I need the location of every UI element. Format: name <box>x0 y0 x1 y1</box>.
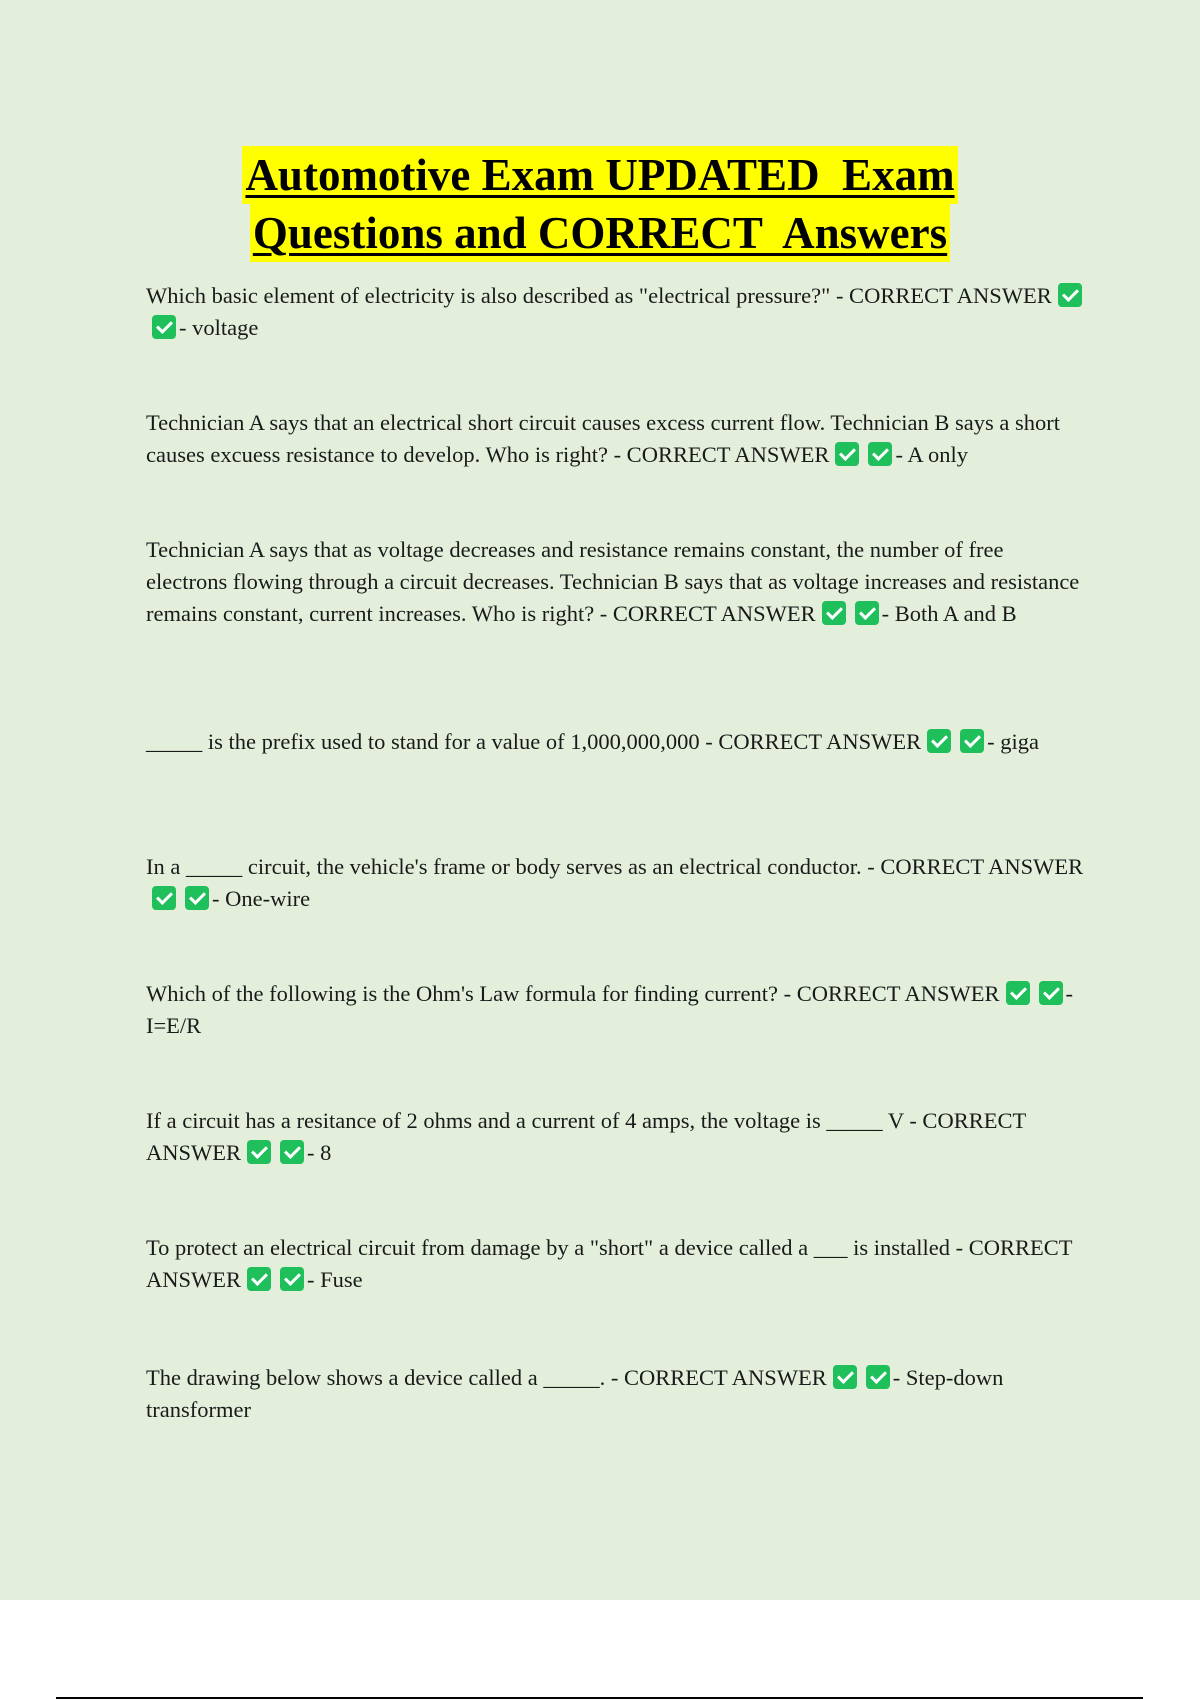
check-mark-icon <box>152 315 176 339</box>
question-text: To protect an electrical circuit from damage by a "short" a device called a ___ is installed - CORRECT ANSWER <box>146 1235 1073 1292</box>
check-mark-icon <box>247 1267 271 1291</box>
answer-text: - 8 <box>307 1140 332 1165</box>
check-mark-icon <box>868 442 892 466</box>
answer-text: - giga <box>987 729 1039 754</box>
check-mark-icon <box>927 729 951 753</box>
answer-text: - voltage <box>179 315 259 340</box>
footer-divider <box>56 1697 1143 1699</box>
question-text: _____ is the prefix used to stand for a value of 1,000,000,000 - CORRECT ANSWER <box>146 729 922 754</box>
check-mark-icon <box>866 1365 890 1389</box>
question-text: Technician A says that as voltage decreases and resistance remains constant, the number of free electrons flowing through a circuit decreases. Technician B says that as voltage increases and resistance remains constant, current increases. Who is right? - CORRECT ANSWER <box>146 537 1080 626</box>
check-mark-icon <box>822 601 846 625</box>
qa-item <box>146 978 1086 1042</box>
check-mark-icon <box>152 886 176 910</box>
check-mark-icon <box>833 1365 857 1389</box>
answer-text: - A only <box>895 442 968 467</box>
qa-item <box>146 280 1086 344</box>
check-mark-icon <box>280 1267 304 1291</box>
question-text: The drawing below shows a device called a _____. - CORRECT ANSWER <box>146 1365 827 1390</box>
qa-item <box>146 1362 1086 1426</box>
question-text: If a circuit has a resitance of 2 ohms and a current of 4 amps, the voltage is _____ V - CORRECT ANSWER <box>146 1108 1026 1165</box>
check-mark-icon <box>960 729 984 753</box>
check-mark-icon <box>855 601 879 625</box>
answer-text: - Fuse <box>307 1267 363 1292</box>
qa-item <box>146 407 1086 471</box>
title-line-2: Questions and CORRECT Answers <box>250 204 950 262</box>
qa-item <box>146 534 1086 630</box>
document-title <box>0 146 1200 262</box>
qa-item <box>146 1105 1086 1169</box>
check-mark-icon <box>1039 981 1063 1005</box>
qa-item <box>146 1232 1086 1296</box>
title-line-1: Automotive Exam UPDATED Exam <box>242 146 957 204</box>
answer-text: - I=E/R <box>146 981 1073 1038</box>
check-mark-icon <box>280 1140 304 1164</box>
check-mark-icon <box>835 442 859 466</box>
question-text: Which basic element of electricity is also described as "electrical pressure?" - CORRECT ANSWER <box>146 283 1052 308</box>
check-mark-icon <box>1058 283 1082 307</box>
question-text: Which of the following is the Ohm's Law formula for finding current? - CORRECT ANSWER <box>146 981 1000 1006</box>
question-text: In a _____ circuit, the vehicle's frame or body serves as an electrical conductor. - CORRECT ANSWER <box>146 854 1084 879</box>
question-text: Technician A says that an electrical short circuit causes excess current flow. Technician B says a short causes excuess resistance to develop. Who is right? - CORRECT ANSWER <box>146 410 1061 467</box>
answer-text: - Step-down transformer <box>146 1365 1004 1422</box>
answer-text: - One-wire <box>212 886 311 911</box>
qa-item <box>146 851 1086 915</box>
qa-item <box>146 726 1086 758</box>
check-mark-icon <box>185 886 209 910</box>
answer-text: - Both A and B <box>881 601 1017 626</box>
check-mark-icon <box>247 1140 271 1164</box>
check-mark-icon <box>1006 981 1030 1005</box>
